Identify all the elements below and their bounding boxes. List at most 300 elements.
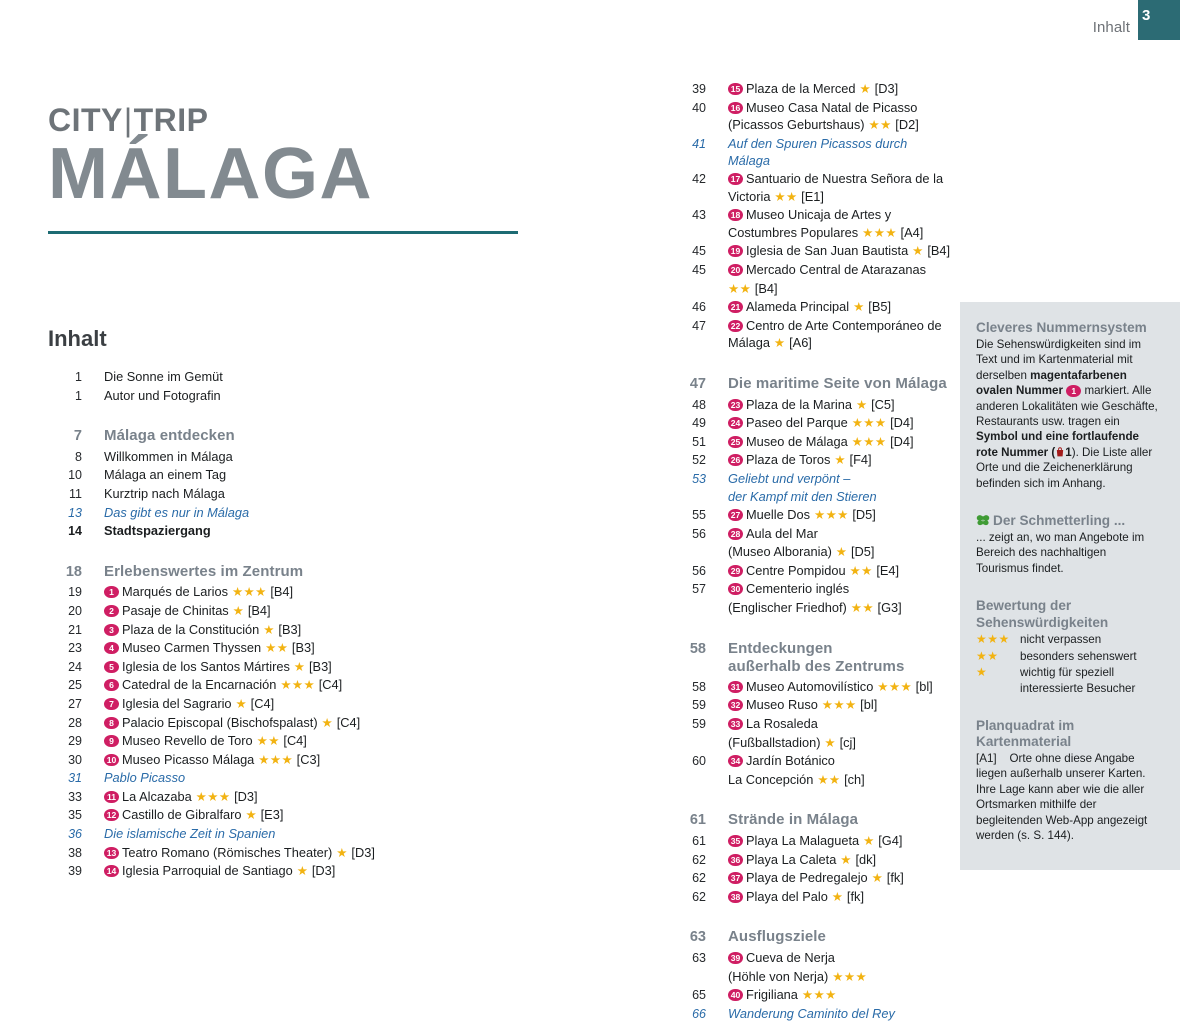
toc-poi-name: Santuario de Nuestra Señora de la Victoria <box>728 170 944 204</box>
rating-symbol-two-stars-icon: ★★ <box>976 648 999 663</box>
toc-entry-bold[interactable] <box>48 522 478 541</box>
toc-page-number: 18 <box>65 563 82 580</box>
series-title-city: CITY <box>48 102 123 138</box>
toc-poi-entry[interactable] <box>48 658 478 677</box>
toc-page-number: 1 <box>75 388 82 403</box>
poi-map-grid-ref: [B3] <box>305 658 332 674</box>
poi-rating-stars-icon: ★★★ <box>228 585 267 600</box>
poi-rating-stars-icon: ★ <box>228 603 245 618</box>
poi-rating-stars-icon: ★ <box>849 300 865 315</box>
toc-poi-entry-continued[interactable] <box>672 734 952 753</box>
poi-number-badge-icon: 13 <box>104 847 119 859</box>
poi-number-badge-icon: 29 <box>728 565 743 577</box>
info-block4-body: Orte ohne diese Angabe liegen außerhalb unserer Karten. Ihre Lage kann aber wie die aller Ortsmarken mithilfe der begleitenden Web-App angezeigt werden (s. S. 144). <box>976 751 1148 842</box>
series-title-pipe: | <box>123 102 133 138</box>
toc-poi-entry[interactable] <box>672 525 952 544</box>
info-block4-key: [A1] <box>976 751 997 765</box>
poi-map-grid-ref: [E3] <box>257 807 284 823</box>
toc-poi-name: Aula del Mar <box>746 525 818 541</box>
poi-rating-stars-icon: ★ <box>908 244 924 259</box>
poi-rating-stars-icon: ★★★ <box>858 225 897 240</box>
toc-poi-entry[interactable] <box>48 639 478 658</box>
toc-entry[interactable] <box>48 448 478 467</box>
toc-section-heading[interactable] <box>672 811 952 830</box>
toc-poi-entry[interactable] <box>48 583 478 602</box>
toc-page-number: 47 <box>689 375 706 392</box>
toc-poi-name: Cueva de Nerja <box>746 949 835 965</box>
toc-poi-entry[interactable] <box>672 317 952 353</box>
toc-poi-name: Museo de Málaga <box>746 433 848 449</box>
toc-poi-name: Centro de Arte Contemporáneo de Málaga <box>728 317 942 351</box>
toc-poi-entry[interactable] <box>672 99 952 135</box>
toc-poi-entry[interactable] <box>672 888 952 907</box>
toc-page-number: 28 <box>68 715 82 730</box>
poi-number-badge-icon: 4 <box>104 642 119 654</box>
toc-poi-entry[interactable] <box>48 602 478 621</box>
toc-page-number: 10 <box>68 468 82 483</box>
toc-page-number: 59 <box>692 717 706 731</box>
toc-poi-name: Iglesia Parroquial de Santiago <box>122 863 293 879</box>
page-title: MÁLAGA <box>48 134 373 214</box>
toc-poi-name: Centre Pompidou <box>746 562 846 578</box>
toc-section-label: Strände in Málaga <box>728 811 859 829</box>
info-b1-b: magentafarbenen ovalen Nummer <box>976 368 1127 398</box>
info-b1-d: Symbol und eine fortlaufende rote Nummer ( <box>976 430 1139 459</box>
toc-poi-name: Teatro Romano (Römisches Theater) <box>122 844 333 860</box>
poi-number-badge-icon: 12 <box>104 809 119 821</box>
toc-essay-title: Wanderung Caminito del Rey <box>728 1005 895 1021</box>
toc-poi-name: Museo Revello de Toro <box>122 733 253 749</box>
rating-legend <box>976 632 1162 696</box>
poi-map-grid-ref: [D3] <box>347 844 375 860</box>
toc-poi-entry[interactable] <box>672 715 952 734</box>
toc-column-middle <box>672 80 952 1023</box>
toc-page-number: 58 <box>689 640 706 657</box>
toc-poi-entry[interactable] <box>672 869 952 888</box>
poi-map-grid-ref: [D4] <box>886 415 914 431</box>
toc-page-number: 52 <box>692 453 706 468</box>
toc-poi-name: (Museo Alborania) <box>728 544 832 560</box>
poi-map-grid-ref: [C4] <box>279 733 307 749</box>
toc-section-label: außerhalb des Zentrums <box>728 658 905 676</box>
toc-poi-name: (Höhle von Nerja) <box>728 968 829 984</box>
poi-number-badge-icon: 2 <box>104 605 119 617</box>
poi-number-badge-icon: 35 <box>728 835 743 847</box>
poi-map-grid-ref: [B4] <box>923 243 951 259</box>
toc-page-number: 47 <box>692 318 706 333</box>
poi-rating-stars-icon: ★ <box>827 889 844 904</box>
poi-number-badge-icon: 36 <box>728 854 743 866</box>
info-sidebar <box>960 302 1180 870</box>
toc-essay-title: Pablo Picasso <box>104 770 186 786</box>
toc-page-number: 43 <box>692 208 706 223</box>
toc-poi-entry[interactable] <box>48 788 478 807</box>
toc-page-number: 45 <box>692 262 706 277</box>
rating-label-continued: interessierte Besucher <box>1020 681 1136 695</box>
toc-essay-entry[interactable] <box>48 504 478 523</box>
poi-number-badge-icon: 20 <box>728 264 743 276</box>
toc-poi-name: Marqués de Larios <box>122 584 228 600</box>
poi-number-badge-icon: 1 <box>104 586 119 598</box>
toc-page-number: 56 <box>692 563 706 578</box>
poi-map-grid-ref: [A6] <box>785 335 812 351</box>
toc-page-number: 65 <box>692 988 706 1003</box>
toc-page-number: 41 <box>692 136 706 151</box>
poi-map-grid-ref: [B3] <box>288 640 315 656</box>
poi-map-grid-ref: [G3] <box>873 600 902 616</box>
toc-poi-name: Museo Picasso Málaga <box>122 751 255 767</box>
poi-rating-stars-icon: ★ <box>241 808 258 823</box>
toc-section-heading[interactable] <box>672 375 952 394</box>
poi-rating-stars-icon: ★★★ <box>191 789 231 804</box>
toc-section-label: Erlebenswertes im Zentrum <box>104 562 304 580</box>
poi-map-grid-ref: [C4] <box>247 695 275 711</box>
toc-poi-name: Iglesia de San Juan Bautista <box>746 243 909 259</box>
toc-poi-entry[interactable] <box>672 433 952 452</box>
toc-heading: Inhalt <box>48 326 107 351</box>
poi-rating-stars-icon: ★★ <box>770 189 798 204</box>
poi-rating-stars-icon: ★★ <box>261 641 289 656</box>
toc-poi-entry[interactable] <box>672 506 952 525</box>
toc-section-heading[interactable] <box>672 640 952 659</box>
info-b1-c: markiert. Alle anderen Lokalitäten wie Geschäfte, Restaurants usw. tragen ein <box>976 384 1158 429</box>
toc-entry-label: Kurztrip nach Málaga <box>104 485 225 501</box>
poi-map-grid-ref: [E1] <box>797 188 824 204</box>
toc-page-number: 38 <box>68 845 82 860</box>
toc-column-left <box>48 368 478 881</box>
toc-entry[interactable] <box>48 368 478 387</box>
series-title <box>48 104 528 136</box>
toc-poi-name: Playa del Palo <box>746 888 828 904</box>
poi-rating-stars-icon: ★★★ <box>828 969 868 984</box>
toc-poi-name: Palacio Episcopal (Bischofspalast) <box>122 714 318 730</box>
poi-rating-stars-icon: ★★ <box>813 772 841 787</box>
toc-page-number: 19 <box>68 585 82 600</box>
poi-rating-stars-icon: ★ <box>332 845 348 860</box>
toc-entry-label: Stadtspaziergang <box>104 523 211 539</box>
toc-poi-entry[interactable] <box>48 695 478 714</box>
rating-legend-row <box>976 649 1162 664</box>
info-b1-e: ). Die Liste aller Orte und die Zeichenerklärung befinden sich im Anhang. <box>976 445 1153 490</box>
toc-poi-name: Plaza de Toros <box>746 452 831 468</box>
poi-number-badge-icon: 33 <box>728 718 743 730</box>
toc-page-number: 33 <box>68 789 82 804</box>
toc-poi-name: La Concepción <box>728 771 814 787</box>
poi-number-badge-icon: 3 <box>104 624 119 636</box>
poi-map-grid-ref: [D3] <box>871 81 899 96</box>
toc-page-number: 8 <box>75 449 82 464</box>
toc-entry-label: Málaga an einem Tag <box>104 467 227 483</box>
toc-poi-name: Museo Automovilístico <box>746 678 874 694</box>
poi-number-badge-icon: 28 <box>728 528 743 540</box>
toc-poi-entry[interactable] <box>672 562 952 581</box>
rating-label: wichtig für speziell <box>1020 666 1115 680</box>
poi-rating-stars-icon: ★ <box>259 622 275 637</box>
toc-section-heading-continued[interactable] <box>672 658 952 676</box>
poi-number-badge-icon: 14 <box>104 865 119 877</box>
toc-entry[interactable] <box>48 466 478 485</box>
poi-map-grid-ref: [fk] <box>843 888 864 904</box>
toc-entry[interactable] <box>48 387 478 406</box>
poi-rating-stars-icon: ★★ <box>864 118 892 133</box>
poi-rating-stars-icon: ★ <box>867 871 884 886</box>
poi-map-grid-ref: [D3] <box>308 863 336 879</box>
toc-poi-entry-continued[interactable] <box>672 968 952 987</box>
poi-number-badge-icon: 18 <box>728 209 743 221</box>
toc-page-number: 14 <box>68 524 82 539</box>
toc-section-heading[interactable] <box>48 427 478 446</box>
poi-number-badge-icon: 15 <box>728 83 743 95</box>
toc-poi-entry[interactable] <box>48 732 478 751</box>
toc-essay-title: Geliebt und verpönt – <box>728 470 851 486</box>
poi-map-grid-ref: [D2] <box>891 117 919 133</box>
toc-poi-entry[interactable] <box>672 678 952 697</box>
toc-page-number: 63 <box>692 950 706 965</box>
butterfly-icon <box>976 514 990 526</box>
poi-rating-stars-icon: ★ <box>859 833 875 848</box>
poi-map-grid-ref: [D3] <box>230 788 258 804</box>
toc-poi-entry[interactable] <box>672 261 952 298</box>
poi-rating-stars-icon: ★ <box>317 715 334 730</box>
toc-poi-entry[interactable] <box>48 621 478 640</box>
toc-page-number: 20 <box>68 603 82 618</box>
toc-poi-name: Museo Unicaja de Artes y Costumbres Populares <box>728 207 892 240</box>
toc-essay-entry[interactable] <box>48 825 478 844</box>
toc-entry-label: Autor und Fotografin <box>104 387 221 403</box>
shopping-bag-icon <box>1055 446 1065 456</box>
toc-poi-name: Alameda Principal <box>746 299 850 315</box>
toc-essay-entry[interactable] <box>672 470 952 489</box>
poi-rating-stars-icon: ★ <box>830 453 846 468</box>
toc-poi-name: Museo Casa Natal de Picasso (Picassos Geburtshaus) <box>728 99 918 133</box>
toc-page-number: 39 <box>692 82 706 96</box>
toc-page-number: 24 <box>68 659 82 674</box>
toc-poi-entry[interactable] <box>672 242 952 261</box>
toc-poi-name: (Englischer Friedhof) <box>728 600 847 616</box>
poi-number-badge-icon: 26 <box>728 454 743 466</box>
poi-rating-stars-icon: ★ <box>289 659 306 674</box>
poi-map-grid-ref: [B3] <box>274 621 302 637</box>
toc-page-number: 30 <box>68 752 82 767</box>
toc-entry-label: Die Sonne im Gemüt <box>104 369 223 384</box>
toc-poi-entry[interactable] <box>672 986 952 1005</box>
poi-map-grid-ref: [bl] <box>912 678 933 694</box>
toc-essay-title: der Kampf mit den Stieren <box>728 489 877 505</box>
toc-page-number: 49 <box>692 416 706 431</box>
toc-poi-entry[interactable] <box>672 752 952 771</box>
poi-map-grid-ref: [A4] <box>896 224 924 240</box>
toc-poi-entry[interactable] <box>672 170 952 206</box>
toc-poi-entry[interactable] <box>672 396 952 415</box>
toc-page-number: 23 <box>68 641 82 656</box>
toc-poi-entry[interactable] <box>48 862 478 881</box>
toc-poi-entry[interactable] <box>672 451 952 470</box>
poi-number-badge-icon: 21 <box>728 301 743 313</box>
toc-page-number: 46 <box>692 300 706 315</box>
poi-map-grid-ref: [B4] <box>751 280 778 296</box>
toc-poi-entry-continued[interactable] <box>672 599 952 618</box>
info-block2-text: ... zeigt an, wo man Angebote im Bereich des nachhaltigen Tourismus findet. <box>976 531 1145 575</box>
toc-poi-name: Iglesia de los Santos Mártires <box>122 658 290 674</box>
toc-poi-entry[interactable] <box>672 580 952 599</box>
toc-essay-entry[interactable] <box>672 1005 952 1023</box>
poi-map-grid-ref: [cj] <box>836 734 856 750</box>
poi-number-badge-icon: 39 <box>728 952 743 964</box>
info-block2-heading <box>976 513 1162 529</box>
toc-poi-entry[interactable] <box>672 80 952 99</box>
toc-page-number: 31 <box>68 771 82 786</box>
toc-poi-name: Pasaje de Chinitas <box>122 602 229 618</box>
toc-page-number: 60 <box>692 754 706 769</box>
toc-page-number: 45 <box>692 244 706 259</box>
toc-section-heading[interactable] <box>672 928 952 947</box>
poi-map-grid-ref: [C3] <box>293 751 321 767</box>
toc-page-number: 40 <box>692 100 706 115</box>
toc-page-number: 55 <box>692 508 706 523</box>
rating-label: besonders sehenswert <box>1020 649 1137 663</box>
poi-number-badge-icon: 27 <box>728 509 743 521</box>
toc-section-label: Málaga entdecken <box>104 427 235 445</box>
toc-poi-entry[interactable] <box>48 714 478 733</box>
poi-rating-stars-icon: ★★★ <box>847 434 887 449</box>
toc-page-number: 42 <box>692 171 706 186</box>
toc-page-number: 62 <box>692 852 706 867</box>
poi-map-grid-ref: [B4] <box>266 584 294 600</box>
poi-number-badge-icon: 24 <box>728 417 743 429</box>
title-rule <box>48 231 518 234</box>
toc-section-label: Die maritime Seite von Málaga <box>728 374 947 392</box>
toc-poi-name: Jardín Botánico <box>746 753 835 769</box>
toc-page-number: 48 <box>692 397 706 412</box>
toc-entry-label: Willkommen in Málaga <box>104 448 233 464</box>
toc-page-number: 29 <box>68 734 82 749</box>
toc-page-number: 1 <box>75 370 82 384</box>
poi-rating-stars-icon: ★ <box>292 864 309 879</box>
running-head <box>1093 0 1180 40</box>
toc-essay-entry[interactable] <box>48 769 478 788</box>
poi-map-grid-ref: [ch] <box>840 771 865 787</box>
toc-page-number: 61 <box>692 833 706 848</box>
poi-rating-stars-icon: ★ <box>820 735 837 750</box>
poi-map-grid-ref: [D5] <box>847 544 875 560</box>
poi-number-badge-icon: 38 <box>728 891 743 903</box>
poi-number-badge-icon: 37 <box>728 872 743 884</box>
toc-poi-entry[interactable] <box>672 832 952 851</box>
poi-rating-stars-icon: ★★★ <box>847 416 887 431</box>
poi-rating-stars-icon: ★★ <box>845 563 873 578</box>
toc-poi-name: Muelle Dos <box>746 507 811 523</box>
poi-map-grid-ref: [G4] <box>874 832 903 848</box>
poi-number-badge-icon: 11 <box>104 791 119 803</box>
toc-poi-name: Frigiliana <box>746 987 798 1003</box>
poi-map-grid-ref: [D4] <box>886 433 914 449</box>
toc-page-number: 58 <box>692 679 706 694</box>
toc-poi-entry[interactable] <box>672 298 952 317</box>
poi-number-badge-icon: 17 <box>728 173 743 185</box>
poi-number-badge-icon: 25 <box>728 436 743 448</box>
poi-rating-stars-icon: ★ <box>769 336 786 351</box>
toc-poi-entry-continued[interactable] <box>672 771 952 790</box>
poi-map-grid-ref: [C5] <box>867 396 895 412</box>
series-title-trip: TRIP <box>133 102 209 138</box>
toc-poi-entry[interactable] <box>672 206 952 242</box>
poi-number-badge-icon: 10 <box>104 754 119 766</box>
poi-rating-stars-icon: ★ <box>831 545 848 560</box>
poi-rating-stars-icon: ★★★ <box>797 988 837 1003</box>
toc-poi-entry[interactable] <box>48 806 478 825</box>
toc-poi-name: La Alcazaba <box>122 788 192 804</box>
toc-page-number: 66 <box>692 1006 706 1021</box>
poi-rating-stars-icon: ★★ <box>252 734 280 749</box>
page-number-badge: 3 <box>1138 0 1180 40</box>
toc-poi-entry[interactable] <box>672 949 952 968</box>
info-block2-heading-text: Der Schmetterling ... <box>993 513 1126 529</box>
poi-number-badge-icon: 22 <box>728 320 743 332</box>
poi-map-grid-ref: [bl] <box>856 697 878 713</box>
toc-poi-name: Playa de Pedregalejo <box>746 870 868 886</box>
toc-page-number: 11 <box>69 486 82 501</box>
toc-poi-entry[interactable] <box>48 751 478 770</box>
toc-poi-entry[interactable] <box>672 851 952 870</box>
poi-number-badge-icon: 19 <box>728 245 743 257</box>
toc-poi-name: Plaza de la Merced <box>746 81 856 96</box>
toc-poi-entry[interactable] <box>672 414 952 433</box>
toc-essay-title: Das gibt es nur in Málaga <box>104 504 250 520</box>
toc-essay-entry[interactable] <box>672 135 952 170</box>
toc-page-number: 59 <box>692 698 706 713</box>
toc-poi-entry[interactable] <box>48 676 478 695</box>
toc-poi-name: Mercado Central de Atarazanas <box>746 261 926 277</box>
running-head-label: Inhalt <box>1092 19 1130 36</box>
toc-section-heading[interactable] <box>48 563 478 582</box>
toc-page-number: 53 <box>692 471 706 486</box>
poi-rating-stars-icon: ★★★ <box>817 698 857 713</box>
poi-rating-stars-icon: ★★★ <box>254 752 294 767</box>
poi-rating-stars-icon: ★ <box>855 82 872 96</box>
toc-section-label: Ausflugsziele <box>728 928 826 946</box>
rating-symbol-three-stars-icon: ★★★ <box>976 632 1010 647</box>
toc-poi-entry-continued[interactable] <box>672 543 952 562</box>
rating-legend-row <box>976 632 1162 647</box>
poi-number-badge-icon: 34 <box>728 755 743 767</box>
toc-poi-name: La Rosaleda <box>746 716 818 731</box>
poi-number-badge-icon: 8 <box>104 717 119 729</box>
toc-entry[interactable] <box>48 485 478 504</box>
toc-page-number: 63 <box>689 929 706 946</box>
poi-map-grid-ref: [B4] <box>244 602 271 618</box>
toc-page-number: 51 <box>692 434 706 449</box>
toc-poi-entry[interactable] <box>672 696 952 715</box>
toc-essay-entry-continued[interactable] <box>672 488 952 506</box>
toc-poi-name: Plaza de la Marina <box>746 396 852 412</box>
poi-number-badge-icon: 6 <box>104 679 119 691</box>
poi-map-grid-ref: [C4] <box>333 714 361 730</box>
toc-page-number: 39 <box>68 864 82 879</box>
poi-map-grid-ref: [D5] <box>848 507 876 523</box>
toc-poi-entry[interactable] <box>48 844 478 863</box>
poi-number-badge-icon: 32 <box>728 699 743 711</box>
toc-page-number: 21 <box>68 622 82 637</box>
rating-label: nicht verpassen <box>1020 633 1102 647</box>
toc-page-number: 7 <box>73 428 82 445</box>
info-block3-heading-line1: Bewertung der <box>976 598 1072 614</box>
poi-map-grid-ref: [C4] <box>315 677 343 693</box>
poi-map-grid-ref: [fk] <box>883 870 904 886</box>
poi-number-badge-icon: 16 <box>728 102 743 114</box>
toc-page-number: 62 <box>692 889 706 904</box>
rating-symbol-one-star-icon: ★ <box>976 665 988 680</box>
poi-map-grid-ref: [E4] <box>872 562 900 578</box>
